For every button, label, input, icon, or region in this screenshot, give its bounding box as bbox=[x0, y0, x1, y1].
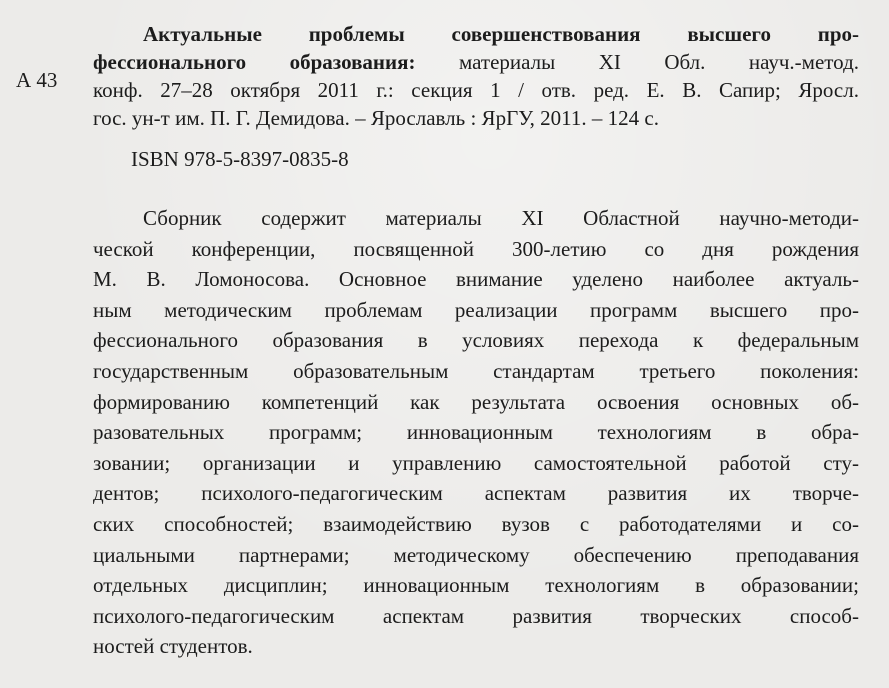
entry-subtitle: материалы XI Обл. науч.-метод. bbox=[415, 50, 860, 74]
entry-title-part-1: Актуальные проблемы совершенствования высшего про- bbox=[143, 22, 859, 46]
catalog-code: А 43 bbox=[16, 68, 58, 92]
abstract-line: фессионального образования в условиях перехода к федеральным bbox=[93, 328, 859, 353]
abstract-line: ческой конференции, посвященной 300-летию со дня рождения bbox=[93, 236, 859, 261]
abstract-line: Сборник содержит материалы XI Областной научно-методи- bbox=[143, 206, 859, 230]
abstract-line: ным методическим проблемам реализации программ высшего про- bbox=[93, 297, 859, 322]
abstract-line: разовательных программ; инновационным технологиям в обра- bbox=[93, 420, 859, 445]
abstract-line: отдельных дисциплин; инновационным технологиям в образовании; bbox=[93, 573, 859, 598]
abstract-line: ностей студентов. bbox=[93, 634, 253, 659]
abstract bbox=[93, 203, 859, 662]
entry-title-line-1 bbox=[93, 20, 859, 48]
entry-line-3: конф. 27–28 октября 2011 г.: секция 1 / отв. ред. Е. В. Сапир; Яросл. bbox=[93, 78, 859, 102]
abstract-line: ских способностей; взаимодействию вузов с работодателями и со- bbox=[93, 511, 859, 536]
abstract-line: психолого-педагогическим аспектам развития творческих способ- bbox=[93, 603, 859, 628]
abstract-line: циальными партнерами; методическому обеспечению преподавания bbox=[93, 542, 859, 567]
entry-line-4: гос. ун-т им. П. Г. Демидова. – Ярославль : ЯрГУ, 2011. – 124 с. bbox=[93, 106, 659, 130]
entry-title-line-2 bbox=[93, 48, 859, 76]
entry-title-part-2: фессионального образования: bbox=[93, 50, 416, 74]
abstract-line: государственным образовательным стандартам третьего поколения: bbox=[93, 358, 859, 383]
bibliographic-entry bbox=[93, 20, 859, 132]
abstract-line: формированию компетенций как результата освоения основных об- bbox=[93, 389, 859, 414]
abstract-line: М. В. Ломоносова. Основное внимание уделено наиболее актуаль- bbox=[93, 267, 859, 292]
isbn: ISBN 978-5-8397-0835-8 bbox=[131, 147, 349, 171]
abstract-line: зовании; организации и управлению самостоятельной работой сту- bbox=[93, 450, 859, 475]
abstract-line: дентов; психолого-педагогическим аспектам развития их творче- bbox=[93, 481, 859, 506]
